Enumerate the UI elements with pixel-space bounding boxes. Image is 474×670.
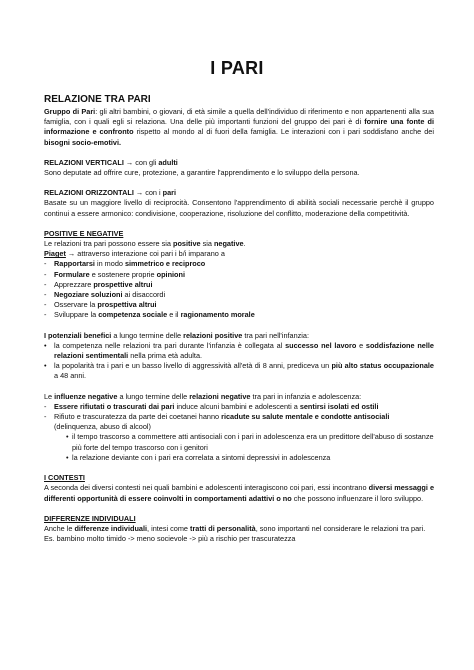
bold-run: Essere rifiutati o trascurati dai pari — [54, 401, 175, 411]
text-run: rispetto al mondo al di fuori della famiglia. Le interazioni con i pari soddisfano anche dei — [133, 127, 434, 137]
paragraph-gruppo-di-pari — [44, 107, 434, 148]
bold-run: pari — [162, 188, 177, 198]
document-body — [44, 94, 434, 544]
list-item — [44, 310, 434, 320]
text-run: (delinquenza, abuso di alcool) — [54, 422, 151, 432]
bold-run: Negoziare soluzioni — [54, 290, 123, 300]
term-gruppo-di-pari: Gruppo di Pari — [44, 107, 96, 116]
text-run: la popolarità tra i pari e un basso livello di aggressività all'età di 8 anni, prediceva un — [54, 361, 332, 371]
bold-run: ragionamento morale — [180, 310, 255, 320]
text-run: Rifiuto e trascuratezza da parte dei coetanei hanno — [54, 412, 222, 422]
bold-run: negative — [213, 239, 244, 249]
heading-differenze-individuali: DIFFERENZE INDIVIDUALI — [44, 513, 136, 523]
text-run: e sostenere proprie — [89, 269, 157, 279]
paragraph-esempio: Es. bambino molto timido -> meno socievole -> più a rischio per trascuratezza — [44, 534, 296, 544]
list-item — [44, 361, 434, 381]
section-heading-relazione-tra-pari: RELAZIONE TRA PARI — [44, 94, 151, 105]
list-item — [44, 280, 434, 290]
text-run: in modo — [94, 259, 125, 269]
text-run: tra pari in infanzia e adolescenza: — [250, 391, 362, 401]
text-run: , sono importanti nel considerare le relazioni tra pari. — [255, 523, 426, 533]
bold-run: adulti — [158, 157, 178, 167]
bold-run: Rapportarsi — [54, 259, 95, 269]
text-run: a 48 anni. — [54, 371, 87, 381]
bold-run: fornire una fonte di informazione e confronto — [44, 117, 435, 137]
paragraph-piaget — [44, 249, 434, 259]
piaget-list — [44, 259, 434, 320]
text-run: Le — [44, 391, 55, 401]
text-run: Apprezzare — [54, 279, 94, 289]
text-run: ai disaccordi — [122, 290, 166, 300]
arrow-icon: → — [123, 157, 136, 167]
text-run: sia — [200, 239, 214, 249]
text-run: a lungo termine delle — [111, 330, 184, 340]
term-piaget: Piaget — [44, 249, 66, 259]
text-run: con i — [145, 188, 163, 198]
list-item — [44, 290, 434, 300]
list-item — [44, 259, 434, 269]
heading-i-contesti: I CONTESTI — [44, 473, 85, 483]
paragraph-contesti — [44, 483, 434, 503]
bold-run: influenze negative — [54, 391, 118, 401]
bold-run: I potenziali benefici — [44, 330, 112, 340]
text-run: la competenza nelle relazioni tra pari durante l'infanzia è collegata al — [54, 340, 286, 350]
heading-relazioni-verticali — [44, 158, 434, 168]
list-item — [44, 402, 434, 412]
text-run: e il — [167, 310, 181, 320]
influenze-sublist — [44, 432, 434, 463]
bold-run: prospettiva altrui — [97, 300, 157, 310]
page-title: I PARI — [210, 58, 264, 78]
text-run: Osservare la — [54, 300, 98, 310]
text-run: A seconda dei diversi contesti nei quali bambini e adolescenti interagiscono coi pari, essi incontrano — [44, 483, 369, 493]
paragraph-differenze — [44, 524, 434, 534]
text-run: → attraverso interazione coi pari i b/i imparano a — [65, 249, 225, 259]
bold-run: differenze individuali — [74, 523, 148, 533]
text-run: Le relazioni tra pari possono essere sia — [44, 239, 173, 249]
list-item: • il tempo trascorso a commettere atti antisociali con i pari in adolescenza era un predittore dell'abuso di sostanze più forte del tempo trascorso con i genitori — [62, 432, 434, 452]
benefici-list — [44, 341, 434, 382]
list-item — [44, 412, 434, 432]
list-item — [44, 270, 434, 280]
paragraph-positive-negative — [44, 239, 434, 249]
text-run: che possono influenzare il loro sviluppo. — [291, 493, 424, 503]
text-run: , intesi come — [147, 523, 191, 533]
bold-run: soddisfazione nelle relazioni sentimentali — [54, 340, 434, 361]
paragraph-verticali: Sono deputate ad offrire cure, protezione, a garantire l'apprendimento e lo sviluppo della persona. — [44, 168, 360, 178]
bold-run: opinioni — [156, 269, 185, 279]
text-run: induce alcuni bambini e adolescenti a — [174, 401, 300, 411]
list-item — [44, 300, 434, 310]
bold-run: diversi messaggi e differenti opportunità di essere coinvolti in comportamenti adattivi o no — [44, 483, 434, 503]
paragraph-orizzontali: Basate su un maggiore livello di reciprocità. Consentono l'apprendimento di abilità sociali necessarie perchè il gruppo continui a essere armonico: condivisione, cooperazione, risoluzione del conflitto, moderazione della competitività. — [44, 198, 434, 218]
bold-run: prospettive altrui — [93, 279, 153, 289]
bold-run: relazioni negative — [189, 391, 251, 401]
text-run: tra pari nell'infanzia: — [242, 330, 310, 340]
text-run: Anche le — [44, 523, 75, 533]
text-run: Sviluppare la — [54, 310, 99, 320]
arrow-icon: → — [133, 188, 146, 198]
heading-positive-e-negative: POSITIVE E NEGATIVE — [44, 228, 124, 238]
bold-run: successo nel lavoro — [285, 340, 357, 350]
list-item — [44, 341, 434, 361]
heading-relazioni-orizzontali — [44, 188, 434, 198]
bold-run: relazioni positive — [183, 330, 243, 340]
bold-run: più alto status occupazionale — [331, 361, 434, 371]
bold-run: sentirsi isolati ed ostili — [299, 401, 379, 411]
text-run: . — [243, 239, 246, 249]
influenze-list — [44, 402, 434, 433]
bold-run: ricadute su salute mentale e condotte antisociali — [221, 412, 390, 422]
text-run: e — [356, 340, 366, 350]
text-run: nella prima età adulta. — [128, 351, 203, 361]
bold-run: positive — [172, 239, 201, 249]
list-item: • la relazione deviante con i pari era correlata a sintomi depressivi in adolescenza — [62, 453, 434, 463]
paragraph-benefici — [44, 331, 434, 341]
paragraph-influenze-negative — [44, 392, 434, 402]
bold-run: Formulare — [54, 269, 90, 279]
subheading-label: RELAZIONI VERTICALI — [44, 157, 124, 167]
subheading-label: RELAZIONI ORIZZONTALI — [44, 188, 134, 198]
text-run: con gli — [135, 157, 159, 167]
text-run: a lungo termine delle — [117, 391, 190, 401]
bold-run: tratti di personalità — [190, 523, 256, 533]
bold-run: competenza sociale — [98, 310, 168, 320]
bold-run: simmetrico e reciproco — [124, 259, 206, 269]
bold-run: bisogni socio-emotivi. — [44, 137, 122, 147]
text-run: : gli altri bambini, o giovani, di età simile a quella dell'individuo di riferimento e non appartenenti alla sua famiglia, con i quali egli si relaziona. Una delle più importanti funzioni del gruppo dei pari è di — [44, 107, 434, 127]
